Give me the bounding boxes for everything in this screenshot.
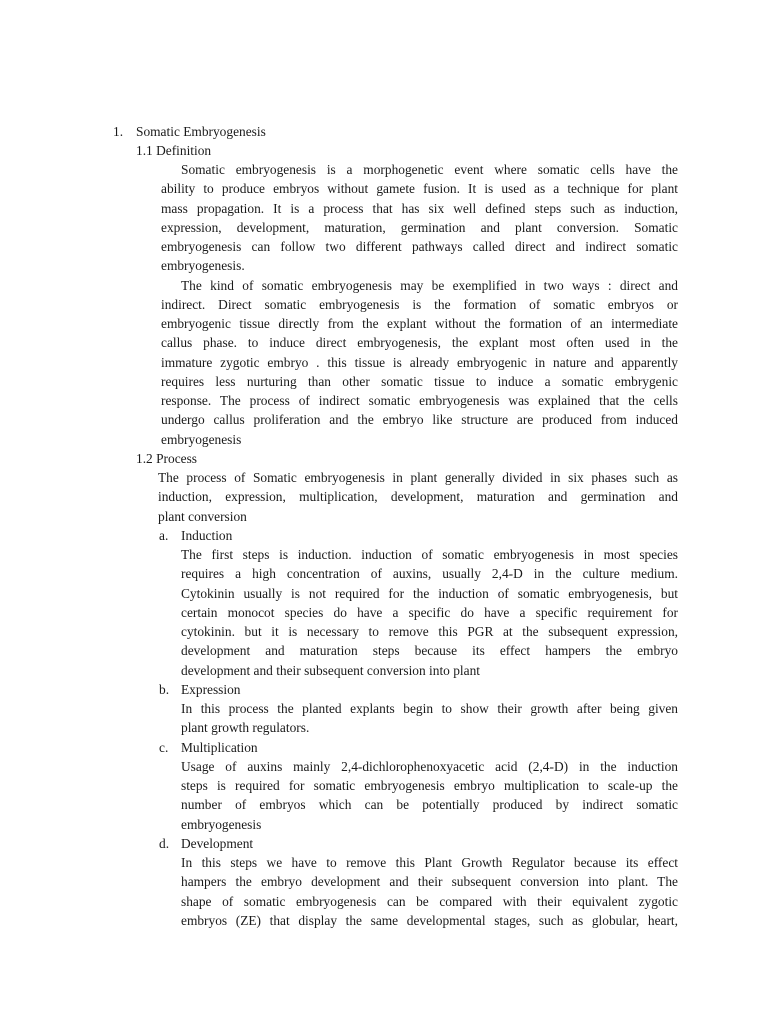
list-marker-c: c. <box>159 740 169 755</box>
definition-paragraph-2-line: indirect. Direct somatic embryogenesis is the formation of somatic embryos or <box>161 297 678 312</box>
section-number: 1. <box>113 124 124 139</box>
definition-paragraph-2-line: embryogenesis <box>161 432 242 447</box>
induction-text-line: Cytokinin usually is not required for the induction of somatic embryogenesis, but <box>181 586 678 601</box>
induction-text-line: certain monocot species do have a specific do have a specific requirement for <box>181 605 678 620</box>
multiplication-text-line: steps is required for somatic embryogenesis embryo multiplication to scale-up the <box>181 778 678 793</box>
expression-text-line: plant growth regulators. <box>181 720 310 735</box>
step-heading-development: Development <box>181 836 254 851</box>
induction-text-line: development and maturation steps because its effect hampers the embryo <box>181 643 678 658</box>
step-heading-induction: Induction <box>181 528 233 543</box>
subsection-heading-definition: 1.1 Definition <box>136 143 212 158</box>
step-heading-multiplication: Multiplication <box>181 740 258 755</box>
subsection-heading-process: 1.2 Process <box>136 451 197 466</box>
multiplication-text-line: embryogenesis <box>181 817 262 832</box>
list-marker-b: b. <box>159 682 170 697</box>
multiplication-text-line: number of embryos which can be potentially produced by indirect somatic <box>181 797 678 812</box>
definition-paragraph-2-line: response. The process of indirect somatic embryogenesis was explained that the cells <box>161 393 678 408</box>
process-paragraph-line: plant conversion <box>158 509 247 524</box>
definition-paragraph-2-line: embryogenic tissue directly from the explant without the formation of an intermediate <box>161 316 678 331</box>
definition-paragraph-1-line: mass propagation. It is a process that has six well defined steps such as induction, <box>161 201 678 216</box>
section-heading: Somatic Embryogenesis <box>136 124 266 139</box>
expression-text-line: In this process the planted explants begin to show their growth after being given <box>181 701 678 716</box>
definition-paragraph-2-line: The kind of somatic embryogenesis may be exemplified in two ways : direct and <box>181 278 678 293</box>
process-paragraph-line: The process of Somatic embryogenesis in plant generally divided in six phases such as <box>158 470 678 485</box>
development-text-line: hampers the embryo development and their subsequent conversion into plant. The <box>181 874 678 889</box>
definition-paragraph-2-line: callus phase. to induce direct embryogenesis, the explant most often used in the <box>161 335 678 350</box>
step-heading-expression: Expression <box>181 682 241 697</box>
definition-paragraph-1-line: expression, development, maturation, germination and plant conversion. Somatic <box>161 220 678 235</box>
definition-paragraph-2-line: requires less nurturing than other somatic tissue to induce a somatic embrygenic <box>161 374 678 389</box>
definition-paragraph-1-line: embryogenesis. <box>161 258 245 273</box>
induction-text-line: cytokinin. but it is necessary to remove this PGR at the subsequent expression, <box>181 624 678 639</box>
development-text-line: embryos (ZE) that display the same developmental stages, such as globular, heart, <box>181 913 678 928</box>
induction-text-line: The first steps is induction. induction of somatic embryogenesis in most species <box>181 547 678 562</box>
process-paragraph-line: induction, expression, multiplication, development, maturation and germination and <box>158 489 678 504</box>
list-marker-d: d. <box>159 836 170 851</box>
definition-paragraph-1-line: embryogenesis can follow two different pathways called direct and indirect somatic <box>161 239 678 254</box>
list-marker-a: a. <box>159 528 169 543</box>
definition-paragraph-2-line: immature zygotic embryo . this tissue is already embryogenic in nature and apparently <box>161 355 678 370</box>
development-text-line: In this steps we have to remove this Plant Growth Regulator because its effect <box>181 855 678 870</box>
definition-paragraph-1-line: ability to produce embryos without gamete fusion. It is used as a technique for plant <box>161 181 678 196</box>
induction-text-line: requires a high concentration of auxins, usually 2,4-D in the culture medium. <box>181 566 678 581</box>
multiplication-text-line: Usage of auxins mainly 2,4-dichlorophenoxyacetic acid (2,4-D) in the induction <box>181 759 678 774</box>
induction-text-line: development and their subsequent conversion into plant <box>181 663 480 678</box>
development-text-line: shape of somatic embryogenesis can be compared with their equivalent zygotic <box>181 894 678 909</box>
definition-paragraph-1-line: Somatic embryogenesis is a morphogenetic event where somatic cells have the <box>181 162 678 177</box>
definition-paragraph-2-line: undergo callus proliferation and the embryo like structure are produced from induced <box>161 412 678 427</box>
